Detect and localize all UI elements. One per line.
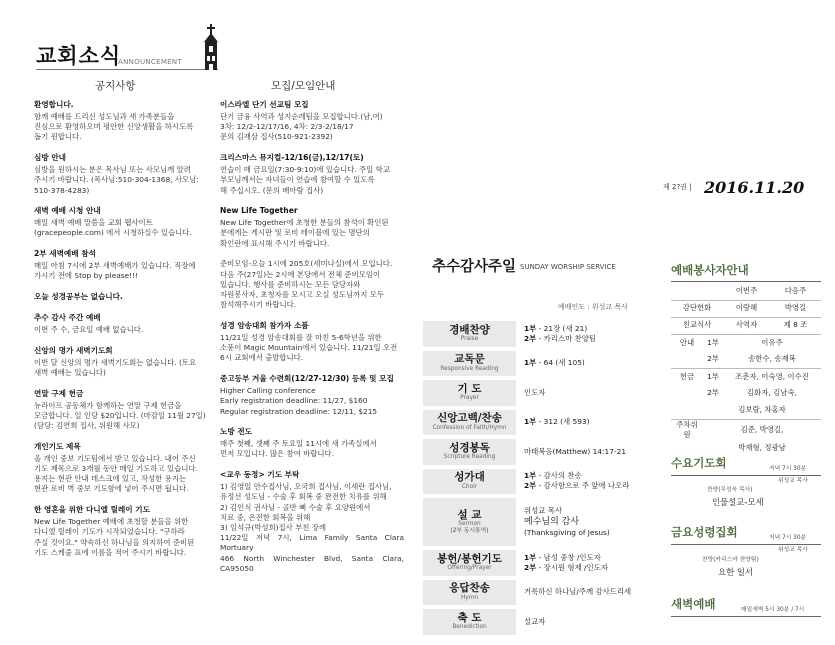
order-detail-line	[524, 388, 545, 398]
notice-line: 뉴라이프 공동체가 함께하는 연말 구제 헌금을	[34, 400, 182, 410]
volunteers-row	[671, 419, 821, 440]
order-text: - 64 (새 105)	[536, 358, 585, 368]
notice-title: 신앙의 명가 새벽기도회	[34, 345, 113, 355]
notice-item	[34, 249, 217, 281]
worship-order	[423, 319, 653, 637]
order-detail-line	[524, 587, 631, 597]
volunteers-this-week: 이유주	[723, 334, 821, 351]
order-text: - 카리스마 찬양팀	[536, 333, 596, 343]
order-detail-line	[524, 417, 589, 427]
volunteers-divider	[671, 281, 821, 282]
order-part: 2부	[524, 481, 537, 491]
notice-line: 주실 것이요." 약속하신 하나님을 의지하여 준비된	[34, 537, 195, 547]
order-text: - 감사의 찬송	[536, 471, 582, 481]
announcements-column	[34, 100, 217, 568]
volunteers-row	[671, 317, 821, 334]
notice-title: 개인기도 제목	[34, 441, 81, 451]
recruitment-column	[220, 100, 404, 585]
order-part: 1부	[524, 471, 537, 481]
notice-item	[220, 470, 404, 574]
friday-lead: 위성교 목사	[778, 547, 808, 553]
notice-item	[34, 346, 217, 378]
order-label-en: Confession of Faith/Hymn	[432, 424, 507, 431]
notice-body	[220, 439, 404, 459]
notice-line: (담당: 김연희 집사, 위원해 사모)	[34, 421, 140, 431]
friday-divider	[671, 544, 821, 545]
notice-line: 11/21일 성경 암송대회를 잘 마친 5-6학년을 위한	[220, 332, 382, 342]
notice-line: New Life Together에 초청한 분들의 참석이 확인된	[220, 218, 389, 228]
order-detail-line	[524, 617, 545, 627]
notice-title: 중고등부 겨울 수련회(12/27-12/30) 등록 및 모집	[220, 374, 394, 384]
order-label-extra: (2부 동시통역)	[450, 527, 489, 534]
notice-body	[220, 218, 404, 249]
order-part: 2부	[524, 333, 537, 343]
notice-title: 한 영혼을 위한 다니엘 릴레이 기도	[34, 505, 150, 515]
friday-praise-lead: 찬양(카리스마 찬양팀)	[702, 557, 759, 563]
order-row	[423, 437, 653, 467]
volunteers-this-week: 조춘자, 이숙영, 이수진	[723, 368, 821, 385]
order-label-en: Responsive Reading	[440, 365, 499, 372]
order-label-ko: 설 교	[457, 508, 482, 521]
volunteers-next-week: 제 8 조	[770, 317, 821, 334]
order-detail	[516, 587, 631, 597]
order-text: 마태복음(Matthew) 14:17-21	[524, 446, 627, 456]
notice-line: 6시 교회에서 출발합니다.	[220, 353, 304, 363]
order-label-en: Sermon	[458, 521, 481, 528]
wednesday-praise-lead: 찬양(무성욱 목사)	[707, 487, 753, 493]
order-label	[423, 580, 516, 606]
volunteers-next-week: 박영길	[770, 300, 821, 317]
notice-title: 추수 감사 주간 예배	[34, 313, 101, 323]
order-part: 1부	[524, 358, 537, 368]
notice-title: 연말 구제 헌금	[34, 388, 84, 398]
notice-title: New Life Together	[220, 206, 298, 216]
wednesday-divider	[671, 475, 821, 476]
order-label	[423, 439, 516, 465]
volunteers-table	[671, 283, 821, 457]
notice-line: 매일 아침 7시에 2부 새벽예배가 있습니다. 직장에	[34, 261, 196, 271]
notice-body	[220, 112, 404, 143]
edition-number: 제 2?권 |	[663, 183, 692, 191]
notice-line: 문의 김재삼 집사(510-921-2392)	[220, 132, 333, 142]
notice-item	[220, 100, 404, 143]
notice-title: <교우 동정> 기도 부탁	[220, 470, 300, 480]
notice-body	[220, 333, 404, 364]
notice-line: 심방을 원하시는 분은 목사님 또는 사모님께 알려	[34, 165, 191, 175]
order-detail-line	[524, 528, 610, 538]
dawn-divider	[671, 616, 821, 617]
notice-item	[34, 100, 217, 143]
page-title: 교회소식	[36, 44, 122, 68]
volunteers-head-blank	[671, 283, 703, 300]
volunteers-category	[671, 351, 703, 368]
order-part: 1부	[524, 417, 537, 427]
volunteers-row	[671, 351, 821, 368]
notice-item	[220, 259, 404, 310]
header-divider	[36, 69, 218, 70]
notice-line: 다니엘 릴레이 기도가 시작되었습니다. "구하라	[34, 527, 185, 537]
notice-line: Higher Calling conference	[220, 386, 316, 396]
notice-line: 기도 제목으로 3개월 동안 매일 기도하고 있습니다.	[34, 463, 198, 473]
notice-line: 모금합니다. 일 인당 $20입니다. (마감일 11월 27일)	[34, 410, 206, 420]
notice-title: 새벽 예배 시청 안내	[34, 206, 101, 216]
order-detail	[516, 617, 545, 627]
order-detail	[516, 417, 589, 427]
order-text: 위성교 목사	[524, 505, 563, 515]
order-detail-line	[524, 324, 596, 334]
volunteers-category: 헌금	[671, 368, 703, 385]
order-detail	[516, 358, 585, 368]
notice-line: 분에게는 게시판 및 로비 테이블에 있는 명단의	[220, 228, 370, 238]
order-row	[423, 548, 653, 578]
notice-line: 확인란에 표시해 주시기 바랍니다.	[220, 238, 330, 248]
wednesday-sermon: 인물설교-모세	[712, 497, 764, 507]
notice-item	[34, 206, 217, 238]
notice-line: 2) 김인식 권사님 - 골반 뼈 수술 후 요양원에서	[220, 502, 371, 512]
volunteers-head-row	[671, 283, 821, 300]
notice-body	[34, 112, 217, 143]
notice-line: 새벽 예배는 있습니다)	[34, 367, 106, 377]
notice-body	[220, 165, 404, 196]
notice-item	[34, 153, 217, 196]
order-label-ko: 기 도	[457, 382, 482, 395]
volunteers-this-week: 이랑혜	[723, 300, 770, 317]
notice-line: 올 개인 중보 기도팀에서 받고 있습니다. 내어 주신	[34, 453, 196, 463]
order-detail-line	[524, 481, 629, 491]
order-text: - 감사함으로 주 앞에 나오라	[536, 481, 630, 491]
volunteers-this-week: 김준, 박영길,	[703, 419, 821, 440]
notice-line: (gracepeople.com) 에서 시청하실수 있습니다.	[34, 228, 192, 238]
volunteers-this-week: 김화자, 김남숙,	[747, 388, 797, 398]
order-label	[423, 498, 516, 546]
notice-line: 소풍이 Magic Mountain에서 있습니다. 11/21일 오전	[220, 343, 398, 353]
order-label-ko: 성경봉독	[449, 441, 490, 454]
order-text: 설교자	[524, 616, 546, 626]
wednesday-title: 수요기도회	[671, 456, 727, 470]
order-label	[423, 550, 516, 576]
order-text: 거룩하신 하나님/주께 감사드리세	[524, 587, 632, 597]
order-row	[423, 349, 653, 379]
order-detail-line	[524, 447, 626, 457]
volunteers-title: 예배봉사자안내	[671, 263, 749, 277]
notice-line: 연습이 매 금요일(7:30-9:10)에 있습니다. 주일 학교	[220, 165, 390, 175]
order-row	[423, 319, 653, 349]
notice-line: 진심으로 환영하오며 평안한 신앙생활을 하시도록	[34, 122, 194, 132]
notice-line: 있습니다. 행사를 준비하시는 모든 담당자와	[220, 279, 361, 289]
notice-body	[220, 482, 404, 574]
notice-title: 크리스마스 뮤지컬-12/16(금),12/17(토)	[220, 153, 364, 163]
volunteers-part: 2부	[707, 354, 719, 364]
volunteers-this-week: 박재형, 정광남	[738, 443, 786, 453]
notice-item	[220, 374, 404, 417]
order-text: 인도자	[524, 387, 546, 397]
volunteers-head-this-week: 이번주	[735, 286, 758, 296]
order-detail-line	[524, 471, 629, 481]
notice-line: 먼저 모입니다. 많은 참여 바랍니다.	[220, 449, 335, 459]
notice-title: 이스라엘 단기 선교팀 모집	[220, 100, 309, 109]
notice-body	[34, 325, 217, 335]
dawn-time: 매일새벽 5시 30분 / 7시	[741, 607, 805, 613]
order-label-en: Offering/Prayer	[447, 565, 492, 572]
notice-item	[220, 206, 404, 249]
notice-line: 510-378-4283)	[34, 185, 90, 195]
order-row	[423, 607, 653, 637]
order-label	[423, 351, 516, 377]
notice-line: 용지는 현관 안내 데스크에 있고, 작성한 용지는	[34, 474, 187, 484]
order-label-ko: 성가대	[454, 471, 485, 484]
church-icon	[200, 24, 222, 70]
order-text: - 312 (새 593)	[536, 417, 590, 427]
order-detail	[516, 553, 608, 573]
friday-sermon: 요한 일서	[718, 567, 754, 577]
notice-body	[34, 401, 217, 432]
notice-line: 유정선 성도님 - 수술 후 회복 중 완전한 치유를 위해	[220, 492, 387, 502]
notice-item	[34, 389, 217, 432]
order-detail	[516, 324, 596, 344]
order-label	[423, 469, 516, 495]
order-text: (Thanksgiving of Jesus)	[524, 528, 610, 538]
page-subtitle: ANNOUNCEMENT	[118, 58, 183, 66]
notice-line: 매일 새벽 예배 말씀을 교회 웹사이트	[34, 218, 153, 228]
volunteers-head-next-week: 다음주	[784, 286, 807, 296]
announcements-heading: 공지사항	[95, 80, 136, 92]
volunteers-row	[671, 402, 821, 419]
order-detail-line	[524, 358, 585, 368]
order-detail	[516, 388, 545, 398]
notice-line: 11/22일 저녁 7시, Lima Family Santa Clara Mortuary	[220, 533, 404, 553]
order-detail	[516, 506, 610, 538]
notice-body	[34, 358, 217, 378]
order-text: - 남성 중창 /인도자	[536, 552, 601, 562]
order-label-ko: 교독문	[454, 353, 485, 366]
order-row	[423, 408, 653, 438]
friday-title: 금요성령집회	[671, 525, 738, 539]
dawn-title: 새벽예배	[671, 597, 716, 611]
recruitment-heading: 모집/모임안내	[271, 80, 336, 92]
notice-body	[34, 517, 217, 558]
notice-line: 466 North Winchester Blvd, Santa Clara, CA95050	[220, 553, 404, 573]
volunteers-row	[671, 368, 821, 385]
notice-line: Regular registration deadline: 12/11, $215	[220, 406, 378, 416]
notice-body	[34, 261, 217, 281]
order-label-en: Praise	[460, 336, 479, 343]
volunteers-row	[671, 334, 821, 351]
volunteers-category	[671, 440, 703, 457]
notice-line: 부모님께서는 자녀들이 연습에 참여할 수 있도록	[220, 175, 375, 185]
volunteers-part: 1부	[703, 334, 723, 351]
notice-body	[34, 165, 217, 196]
order-detail-line	[524, 334, 596, 344]
notice-item	[220, 427, 404, 459]
order-text: - 21장 (새 21)	[536, 323, 588, 333]
notice-line: 3) 임석규(박성희)집사 부친 장례	[220, 522, 327, 532]
notice-line: Early registration deadline: 11/27, $160	[220, 396, 368, 406]
order-detail-line	[524, 553, 608, 563]
order-label	[423, 380, 516, 406]
notice-line: 치료 중, 온전한 회복을 위해	[220, 512, 311, 522]
service-title: 추수감사주일	[432, 259, 517, 275]
notice-body	[34, 218, 217, 238]
volunteers-category: 안내	[671, 334, 703, 351]
order-label-en: Scripture Reading	[443, 454, 496, 461]
notice-body	[220, 386, 404, 417]
notice-line: 3차: 12/2-12/17/16, 4차: 2/3-2/18/17	[220, 122, 354, 132]
volunteers-row	[671, 300, 821, 317]
notice-line: 가시기 전에 Stop by please!!!	[34, 271, 139, 281]
order-label-en: Choir	[461, 483, 478, 490]
volunteers-category: 강단헌화	[671, 300, 723, 317]
notice-body	[220, 259, 404, 310]
notice-body	[34, 454, 217, 495]
notice-line: 기도 스케줄 표에 이름을 적어 주시기 바랍니다.	[34, 547, 187, 557]
order-text: - 장시원 형제 /인도자	[536, 562, 608, 572]
volunteers-row	[671, 440, 821, 457]
notice-line: 해 주십시오. (문의 배아람 집사)	[220, 185, 324, 195]
order-detail	[516, 447, 626, 457]
order-detail-line	[524, 563, 608, 573]
notice-item	[34, 313, 217, 335]
service-officiant: 예배인도 : 위성교 목사	[558, 303, 628, 311]
notice-title: 성경 암송대회 참가자 소품	[220, 320, 309, 330]
notice-line: 매주 첫째, 셋째 주 토요일 11시에 새 가족실에서	[220, 439, 377, 449]
volunteers-row	[671, 385, 821, 402]
order-part: 1부	[524, 552, 537, 562]
volunteers-category: 주차위원	[671, 419, 703, 440]
order-label-ko: 응답찬송	[449, 582, 490, 595]
volunteers-part: 2부	[707, 388, 719, 398]
notice-line: 돕기 원합니다.	[34, 132, 82, 142]
order-label-ko: 신앙고백/찬송	[437, 412, 502, 425]
friday-time: 저녁 7시 30분	[769, 535, 807, 541]
notice-line: 주시기 바랍니다. (목사님:510-304-1368, 사모님:	[34, 175, 199, 185]
wednesday-lead: 위성교 목사	[778, 478, 808, 484]
notice-line: 이번 달 신앙의 명가 새벽기도회는 없습니다. (토요	[34, 357, 197, 367]
bulletin-date: 2016.11.20	[704, 178, 805, 197]
volunteers-category: 친교식사	[671, 317, 723, 334]
notice-line: 1) 김영일 안수집사님, 오국희 집사님, 이세란 집사님,	[220, 482, 392, 492]
order-part: 2부	[524, 562, 537, 572]
notice-title: 심방 안내	[34, 153, 66, 163]
notice-line: 함께 예배를 드리신 성도님과 새 가족분들을	[34, 111, 175, 121]
order-label	[423, 410, 516, 436]
order-label-ko: 경배찬양	[449, 323, 490, 336]
notice-item	[220, 321, 404, 364]
notice-title: 노방 전도	[220, 427, 252, 437]
notice-item	[220, 153, 404, 196]
order-label-ko: 봉헌/봉헌기도	[437, 552, 502, 565]
notice-line: 현관 로비 벽 중보 기도함에 넣어 주시면 됩니다.	[34, 484, 189, 494]
order-label-en: Hymn	[460, 594, 479, 601]
volunteers-this-week: 사역자	[723, 317, 770, 334]
service-title-en: SUNDAY WORSHIP SERVICE	[520, 263, 616, 271]
volunteers-this-week: 김보람, 차홍자	[738, 405, 786, 415]
order-row	[423, 378, 653, 408]
volunteers-category	[671, 385, 703, 402]
order-label-en: Benediction	[452, 624, 487, 631]
notice-line: New Life Together 예배에 초청할 분들을 위한	[34, 517, 189, 527]
notice-line: 자원봉사자, 초청자를 모시고 오실 성도님까지 모두	[220, 290, 385, 300]
order-detail	[516, 471, 629, 491]
order-detail-line	[524, 516, 610, 528]
notice-item	[34, 292, 217, 302]
notice-title: 환영합니다.	[34, 100, 74, 109]
notice-item	[34, 442, 217, 495]
order-text: 예수님의 감사	[524, 516, 580, 527]
order-part: 1부	[524, 323, 537, 333]
volunteers-this-week: 송한수, 송재복	[748, 354, 796, 364]
order-label	[423, 609, 516, 635]
notice-title: 2부 새벽예배 참석	[34, 249, 96, 259]
notice-line: 이번 주 수, 금요일 예배 없습니다.	[34, 325, 144, 334]
notice-line: 참석해주시기 바랍니다.	[220, 300, 297, 310]
order-row	[423, 496, 653, 548]
order-row	[423, 578, 653, 608]
order-label-en: Prayer	[460, 395, 479, 402]
notice-line: 다음 주(27일)는 2시에 본당에서 전체 준비모임이	[220, 269, 381, 279]
order-detail-line	[524, 506, 610, 516]
volunteers-head-blank	[703, 283, 723, 300]
order-label-ko: 축 도	[457, 611, 482, 624]
notice-line: 단기 금융 사역과 성지순례팀을 모집합니다.(남,여)	[220, 111, 383, 121]
volunteers-category	[671, 402, 703, 419]
wednesday-time: 저녁 7시 30분	[769, 466, 807, 472]
notice-line: 준비모임-오늘 1시에 205호(세미나실)에서 모입니다.	[220, 259, 393, 269]
volunteers-part: 1부	[703, 368, 723, 385]
notice-title: 오늘 성경공부는 없습니다.	[34, 292, 123, 302]
order-label	[423, 321, 516, 347]
order-row	[423, 467, 653, 497]
notice-item	[34, 505, 217, 558]
